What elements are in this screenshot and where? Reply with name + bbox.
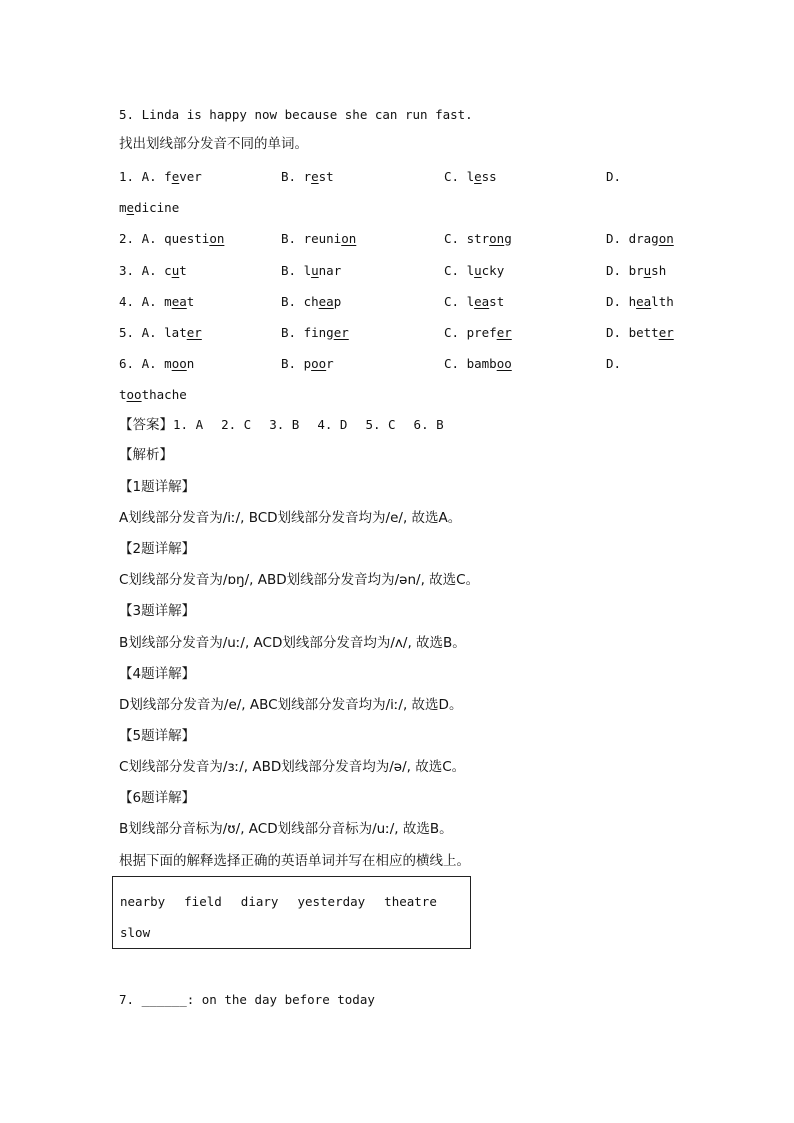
item-1-option-d-word: medicine <box>119 200 180 215</box>
detail-6-text: B划线部分音标为/ʊ/, ACD划线部分音标为/uː/, 故选B。 <box>119 821 453 837</box>
item-1-options <box>119 169 679 185</box>
detail-1-text: A划线部分发音为/iː/, BCD划线部分发音均为/e/, 故选A。 <box>119 510 462 526</box>
word-bank-item: theatre <box>384 894 437 909</box>
answer-label: 【答案】 <box>119 417 173 433</box>
question-7-text: 7. ______: on the day before today <box>119 992 375 1007</box>
item-3-option-d: D. brush <box>606 263 667 278</box>
item-1-option-d-label: D. <box>606 169 622 184</box>
item-3-options <box>119 263 679 279</box>
item-5-option-b: B. finger <box>281 325 349 340</box>
answer-3: 3. B <box>269 417 300 432</box>
item-5-option-d: D. better <box>606 325 674 340</box>
item-3-option-c: C. lucky <box>444 263 505 278</box>
item-5-options <box>119 325 679 341</box>
detail-1-title: 【1题详解】 <box>119 479 196 495</box>
answer-5: 5. C <box>365 417 396 432</box>
item-2-option-a: 2. A. question <box>119 231 225 246</box>
word-bank-row-2 <box>120 925 169 941</box>
detail-5-text: C划线部分发音为/ɜː/, ABD划线部分发音均为/ə/, 故选C。 <box>119 759 466 775</box>
item-4-options <box>119 294 679 310</box>
instruction-pronunciation: 找出划线部分发音不同的单词。 <box>119 136 308 152</box>
detail-6-title: 【6题详解】 <box>119 790 196 806</box>
item-2-option-c: C. strong <box>444 231 512 246</box>
answer-1: 1. A <box>173 417 204 432</box>
item-1-option-a: 1. A. fever <box>119 169 202 184</box>
item-2-option-b: B. reunion <box>281 231 357 246</box>
item-5-option-c: C. prefer <box>444 325 512 340</box>
item-6-option-d-label: D. <box>606 356 622 371</box>
answer-4: 4. D <box>317 417 348 432</box>
detail-3-text: B划线部分发音为/uː/, ACD划线部分发音均为/ʌ/, 故选B。 <box>119 635 466 651</box>
answer-line <box>119 417 462 433</box>
detail-2-title: 【2题详解】 <box>119 541 196 557</box>
word-bank-item: nearby <box>120 894 166 909</box>
detail-4-title: 【4题详解】 <box>119 666 196 682</box>
item-6-options <box>119 356 679 372</box>
item-1-option-c: C. less <box>444 169 497 184</box>
answer-6: 6. B <box>413 417 444 432</box>
item-1-option-b: B. rest <box>281 169 334 184</box>
word-bank-box <box>112 876 471 949</box>
detail-3-title: 【3题详解】 <box>119 603 196 619</box>
item-4-option-c: C. least <box>444 294 505 309</box>
word-bank-item: slow <box>120 925 151 940</box>
item-4-option-a: 4. A. meat <box>119 294 195 309</box>
item-3-option-a: 3. A. cut <box>119 263 187 278</box>
item-5-option-a: 5. A. later <box>119 325 202 340</box>
word-bank-row-1 <box>120 894 456 910</box>
answer-2: 2. C <box>221 417 252 432</box>
item-4-option-d: D. health <box>606 294 674 309</box>
item-3-option-b: B. lunar <box>281 263 342 278</box>
item-6-option-c: C. bamboo <box>444 356 512 371</box>
item-4-option-b: B. cheap <box>281 294 342 309</box>
detail-2-text: C划线部分发音为/ɒŋ/, ABD划线部分发音均为/ən/, 故选C。 <box>119 572 480 588</box>
item-2-option-d: D. dragon <box>606 231 674 246</box>
word-bank-item: diary <box>240 894 279 909</box>
analysis-label: 【解析】 <box>119 447 173 463</box>
detail-4-text: D划线部分发音为/e/, ABC划线部分发音均为/iː/, 故选D。 <box>119 697 463 713</box>
item-2-options <box>119 231 679 247</box>
item-6-option-a: 6. A. moon <box>119 356 195 371</box>
question-5-text: 5. Linda is happy now because she can run fast. <box>119 107 473 122</box>
instruction-word-selection: 根据下面的解释选择正确的英语单词并写在相应的横线上。 <box>119 853 470 869</box>
word-bank-item: field <box>184 894 222 909</box>
detail-5-title: 【5题详解】 <box>119 728 196 744</box>
item-6-option-b: B. poor <box>281 356 334 371</box>
word-bank-item: yesterday <box>297 894 366 909</box>
item-6-option-d-word: toothache <box>119 387 187 402</box>
